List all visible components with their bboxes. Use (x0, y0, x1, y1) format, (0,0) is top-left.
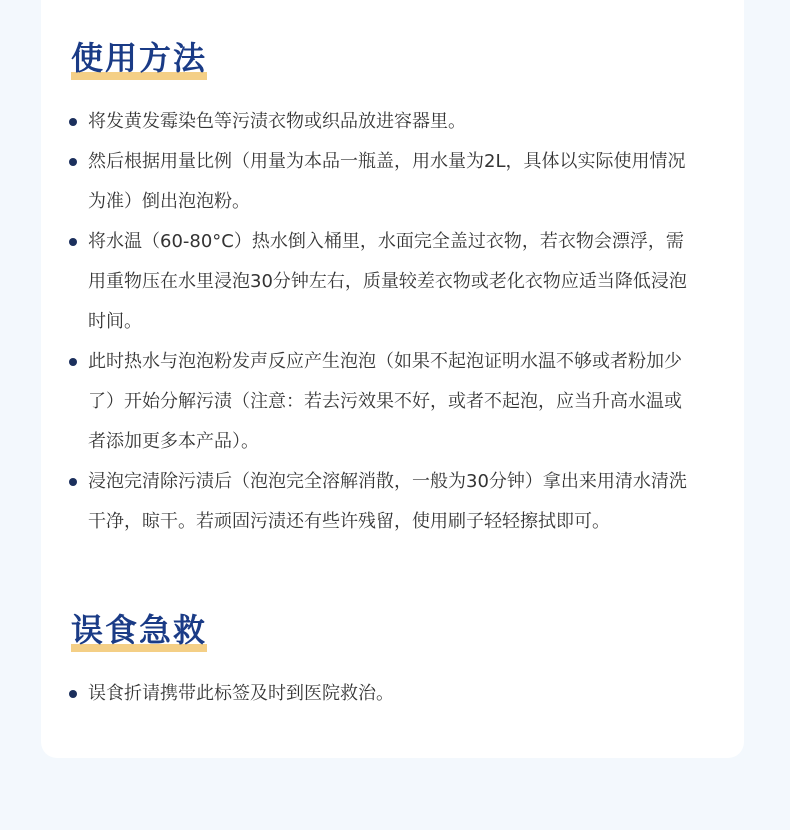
list-item (67, 342, 699, 462)
bullet-dot-icon (69, 358, 77, 366)
usage-section-title (71, 38, 207, 78)
list-item (67, 462, 699, 542)
bullet-dot-icon (69, 118, 77, 126)
list-item (67, 222, 699, 342)
first-aid-list (67, 674, 699, 714)
bullet-dot-icon (69, 238, 77, 246)
bullet-dot-icon (69, 690, 77, 698)
list-item (67, 674, 699, 714)
list-item (67, 142, 699, 222)
list-item-text: 浸泡完清除污渍后（泡泡完全溶解消散，一般为30分钟）拿出来用清水清洗干净，晾干。若顽固污渍还有些许残留，使用刷子轻轻擦拭即可。 (88, 471, 687, 532)
list-item-text: 然后根据用量比例（用量为本品一瓶盖，用水量为2L，具体以实际使用情况为准）倒出泡泡粉。 (88, 151, 686, 212)
usage-instructions-list (67, 102, 699, 542)
list-item-text: 将水温（60-80°C）热水倒入桶里，水面完全盖过衣物，若衣物会漂浮，需用重物压在水里浸泡30分钟左右，质量较差衣物或老化衣物应适当降低浸泡时间。 (88, 231, 687, 332)
bullet-dot-icon (69, 158, 77, 166)
list-item-text: 此时热水与泡泡粉发声反应产生泡泡（如果不起泡证明水温不够或者粉加少了）开始分解污渍（注意：若去污效果不好，或者不起泡，应当升高水温或者添加更多本产品）。 (88, 351, 682, 452)
first-aid-section-title (71, 610, 207, 650)
list-item-text: 将发黄发霉染色等污渍衣物或织品放进容器里。 (88, 111, 466, 132)
usage-title-text: 使用方法 (71, 39, 208, 77)
first-aid-title-text: 误食急救 (71, 611, 208, 649)
list-item-text: 误食折请携带此标签及时到医院救治。 (88, 683, 394, 704)
list-item (67, 102, 699, 142)
bullet-dot-icon (69, 478, 77, 486)
